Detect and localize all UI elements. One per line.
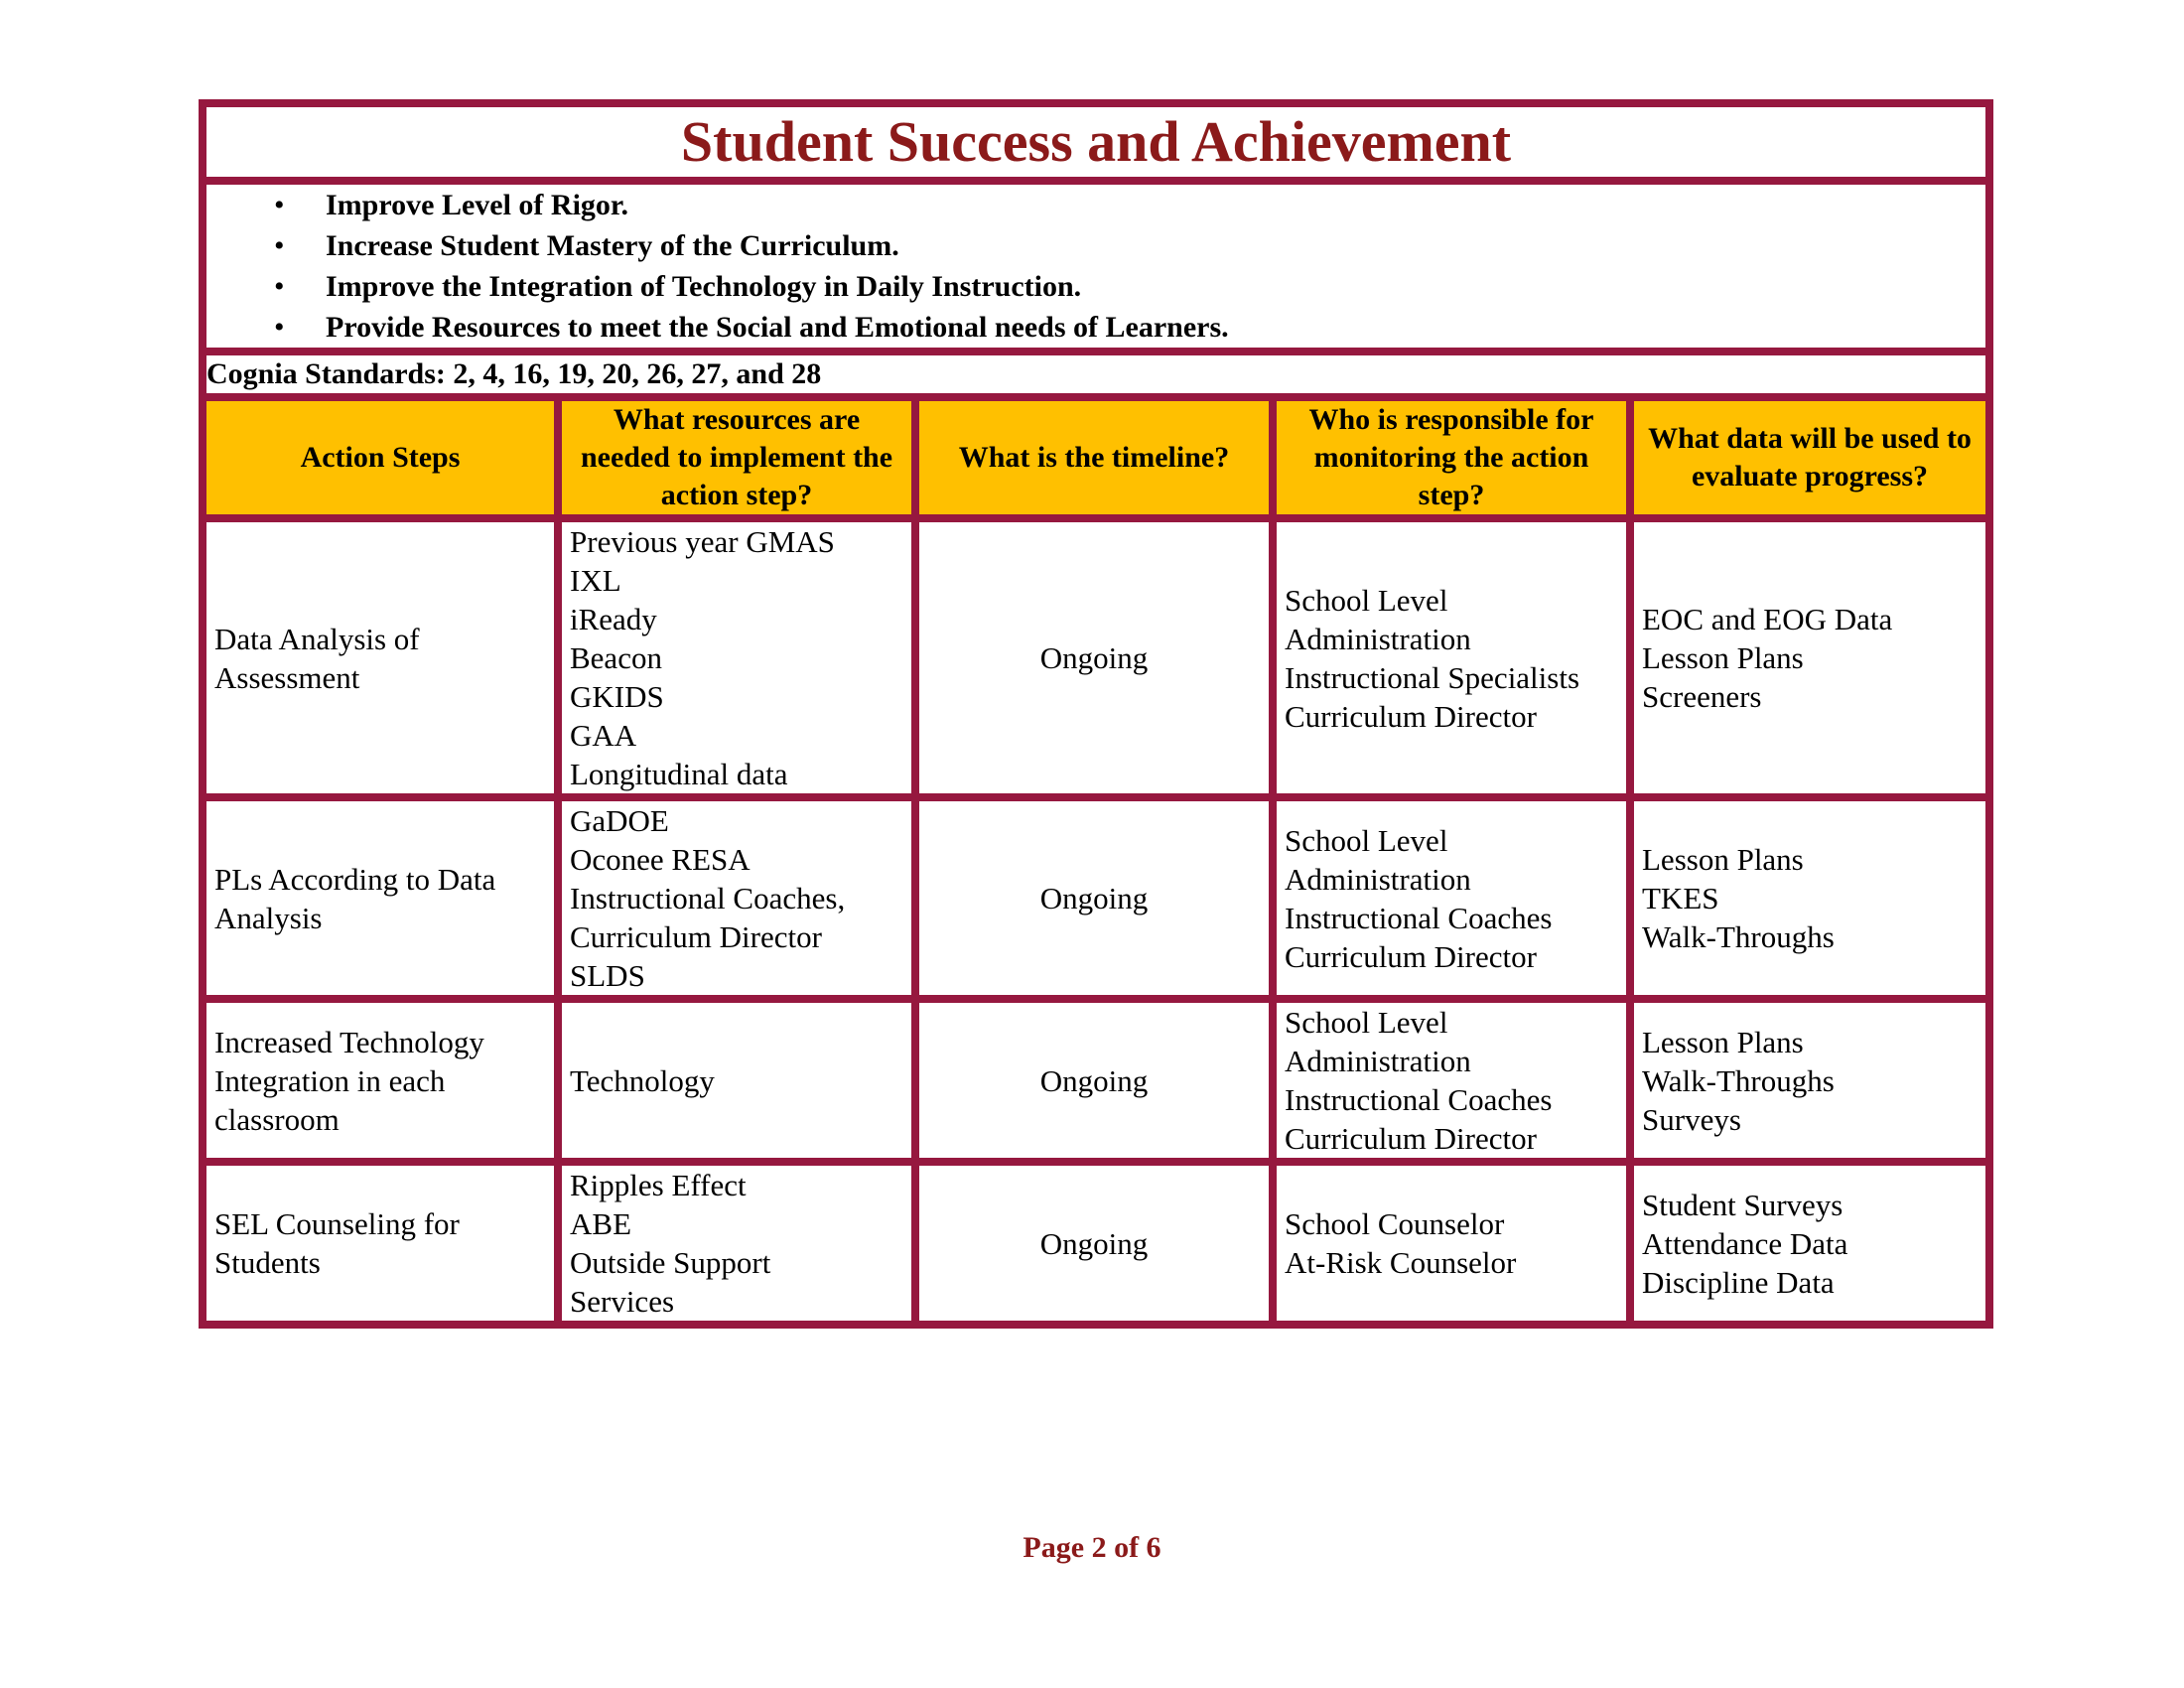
action-step-cell: SEL Counseling for Students bbox=[203, 1162, 558, 1325]
goals-list bbox=[206, 185, 1985, 348]
timeline-cell: Ongoing bbox=[915, 1162, 1273, 1325]
goal-item: • Increase Student Mastery of the Curriculum. bbox=[274, 225, 1985, 266]
goal-item: • Improve the Integration of Technology in Daily Instruction. bbox=[274, 266, 1985, 307]
bullet-icon: • bbox=[274, 270, 285, 303]
header-responsible: Who is responsible for monitoring the action step? bbox=[1273, 397, 1630, 518]
responsible-cell: School Level Administration Instructional Coaches Curriculum Director bbox=[1273, 999, 1630, 1162]
data-cell: Lesson Plans TKES Walk-Throughs bbox=[1630, 797, 1989, 999]
bullet-icon: • bbox=[274, 229, 285, 262]
data-cell: Student Surveys Attendance Data Discipline Data bbox=[1630, 1162, 1989, 1325]
timeline-cell: Ongoing bbox=[915, 797, 1273, 999]
table-row bbox=[203, 797, 1989, 999]
header-timeline: What is the timeline? bbox=[915, 397, 1273, 518]
goal-item: • Provide Resources to meet the Social and Emotional needs of Learners. bbox=[274, 307, 1985, 348]
table-header-row bbox=[203, 397, 1989, 518]
resources-cell: Ripples Effect ABE Outside Support Services bbox=[558, 1162, 915, 1325]
action-step-cell: PLs According to Data Analysis bbox=[203, 797, 558, 999]
header-data: What data will be used to evaluate progress? bbox=[1630, 397, 1989, 518]
page-number: Page 2 of 6 bbox=[1023, 1531, 1161, 1564]
header-resources: What resources are needed to implement the action step? bbox=[558, 397, 915, 518]
action-step-cell: Data Analysis of Assessment bbox=[203, 518, 558, 797]
header-action-steps: Action Steps bbox=[203, 397, 558, 518]
page-title: Student Success and Achievement bbox=[203, 103, 1989, 181]
data-cell: Lesson Plans Walk-Throughs Surveys bbox=[1630, 999, 1989, 1162]
responsible-cell: School Level Administration Instructional Coaches Curriculum Director bbox=[1273, 797, 1630, 999]
table-row bbox=[203, 518, 1989, 797]
timeline-cell: Ongoing bbox=[915, 518, 1273, 797]
goal-item: • Improve Level of Rigor. bbox=[274, 185, 1985, 225]
resources-cell: Previous year GMAS IXL iReady Beacon GKIDS GAA Longitudinal data bbox=[558, 518, 915, 797]
action-plan-table bbox=[199, 99, 1993, 1329]
action-step-cell: Increased Technology Integration in each classroom bbox=[203, 999, 558, 1162]
data-cell: EOC and EOG Data Lesson Plans Screeners bbox=[1630, 518, 1989, 797]
responsible-cell: School Level Administration Instructional Specialists Curriculum Director bbox=[1273, 518, 1630, 797]
goals-section bbox=[203, 181, 1989, 352]
standards-line: Cognia Standards: 2, 4, 16, 19, 20, 26, 27, and 28 bbox=[203, 352, 1989, 397]
table-row bbox=[203, 1162, 1989, 1325]
table-row bbox=[203, 999, 1989, 1162]
resources-cell: Technology bbox=[558, 999, 915, 1162]
bullet-icon: • bbox=[274, 189, 285, 221]
responsible-cell: School Counselor At-Risk Counselor bbox=[1273, 1162, 1630, 1325]
timeline-cell: Ongoing bbox=[915, 999, 1273, 1162]
bullet-icon: • bbox=[274, 311, 285, 344]
resources-cell: GaDOE Oconee RESA Instructional Coaches, Curriculum Director SLDS bbox=[558, 797, 915, 999]
